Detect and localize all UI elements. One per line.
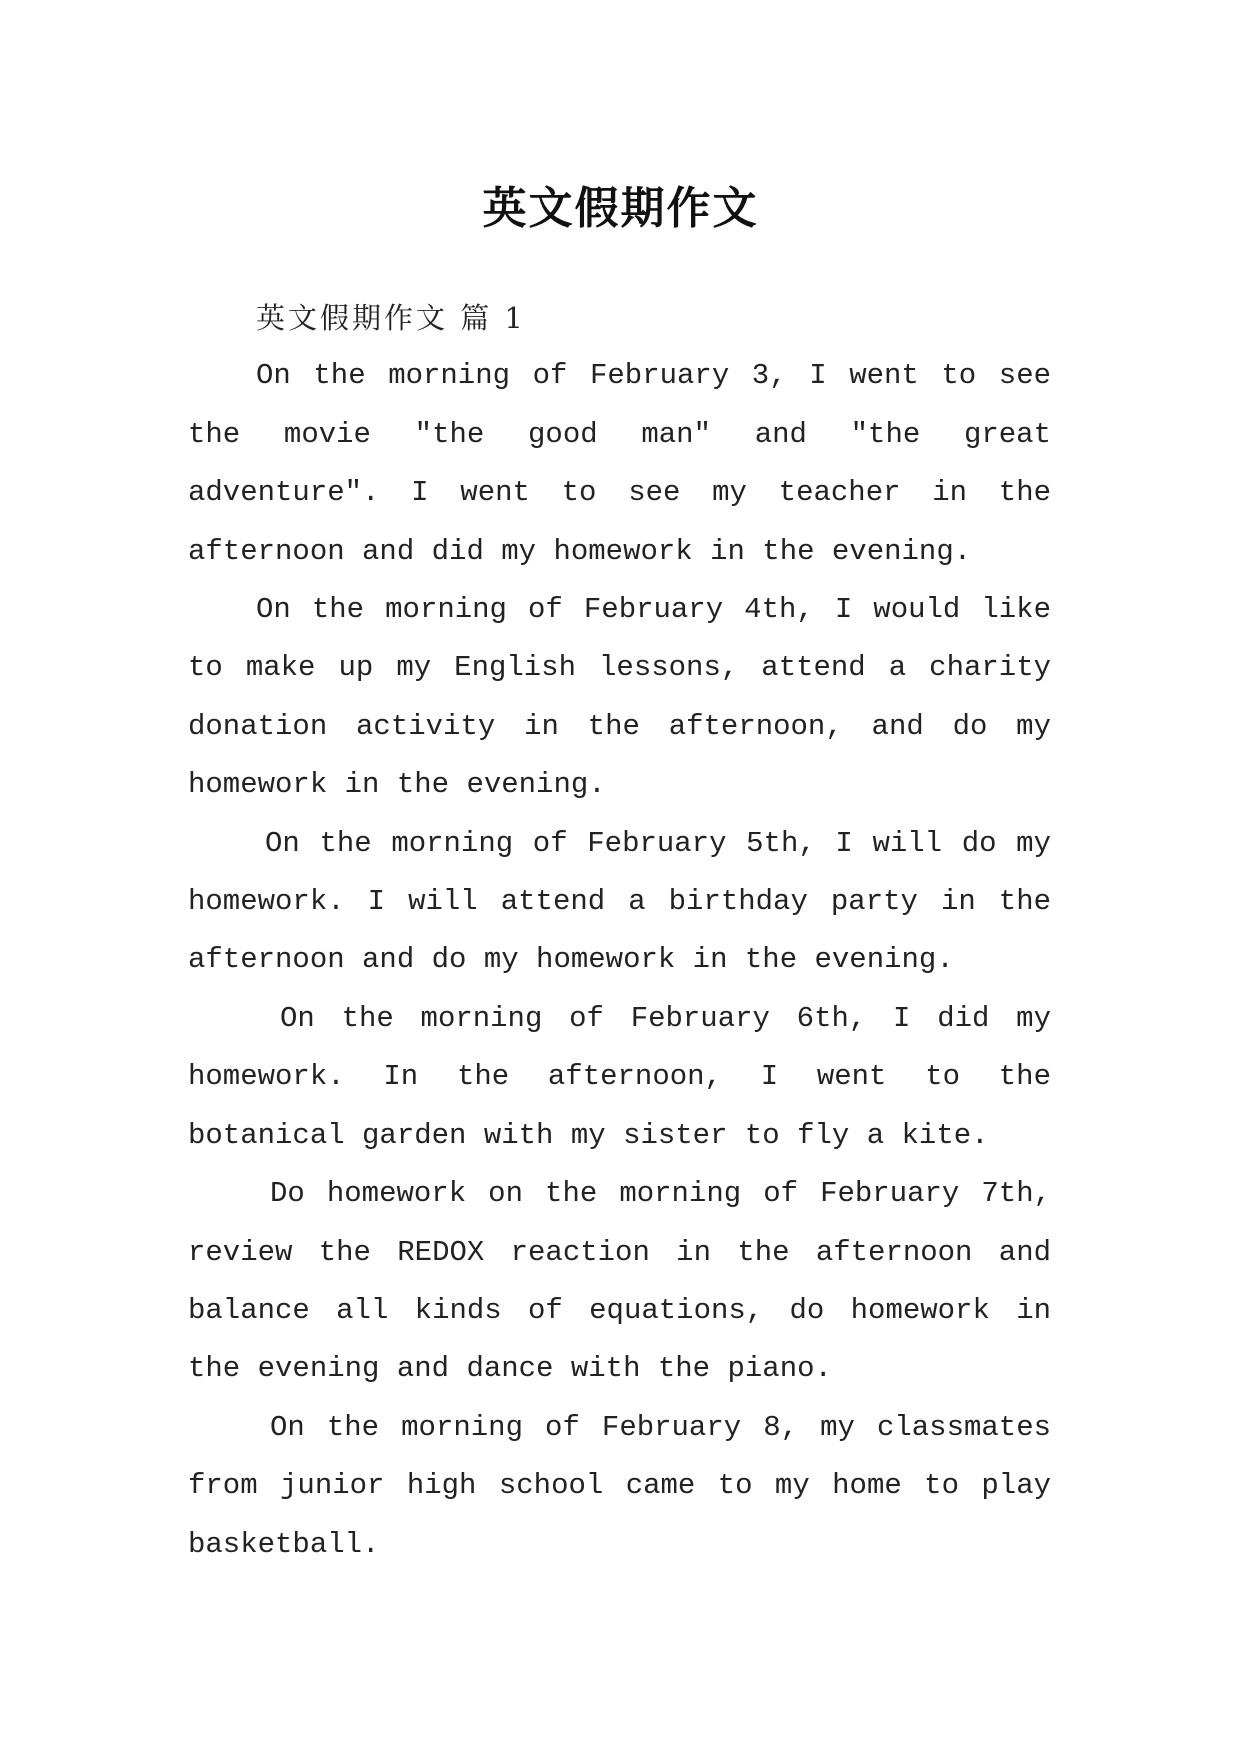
paragraph-feb-6: On the morning of February 6th, I did my homework. In the afternoon, I went to the botanical garden with my sister to fly a kite. — [188, 1001, 1051, 1152]
section-heading: 英文假期作文 篇 1 — [256, 301, 526, 335]
document-title: 英文假期作文 — [482, 183, 759, 235]
paragraph-feb-8: On the morning of February 8, my classmates from junior high school came to my home to play basketball. — [188, 1410, 1051, 1561]
paragraph-feb-5: On the morning of February 5th, I will do my homework. I will attend a birthday party in the afternoon and do my homework in the evening. — [188, 826, 1051, 977]
document-body — [188, 289, 1051, 1574]
paragraph-feb-7: Do homework on the morning of February 7th, review the REDOX reaction in the afternoon and balance all kinds of equations, do homework in the evening and dance with the piano. — [188, 1177, 1051, 1386]
paragraph-feb-3: On the morning of February 3, I went to see the movie "the good man" and "the great adventure". I went to see my teacher in the afternoon and did my homework in the evening. — [188, 359, 1051, 568]
paragraph-feb-4: On the morning of February 4th, I would like to make up my English lessons, attend a charity donation activity in the afternoon, and do my homework in the evening. — [188, 593, 1051, 802]
